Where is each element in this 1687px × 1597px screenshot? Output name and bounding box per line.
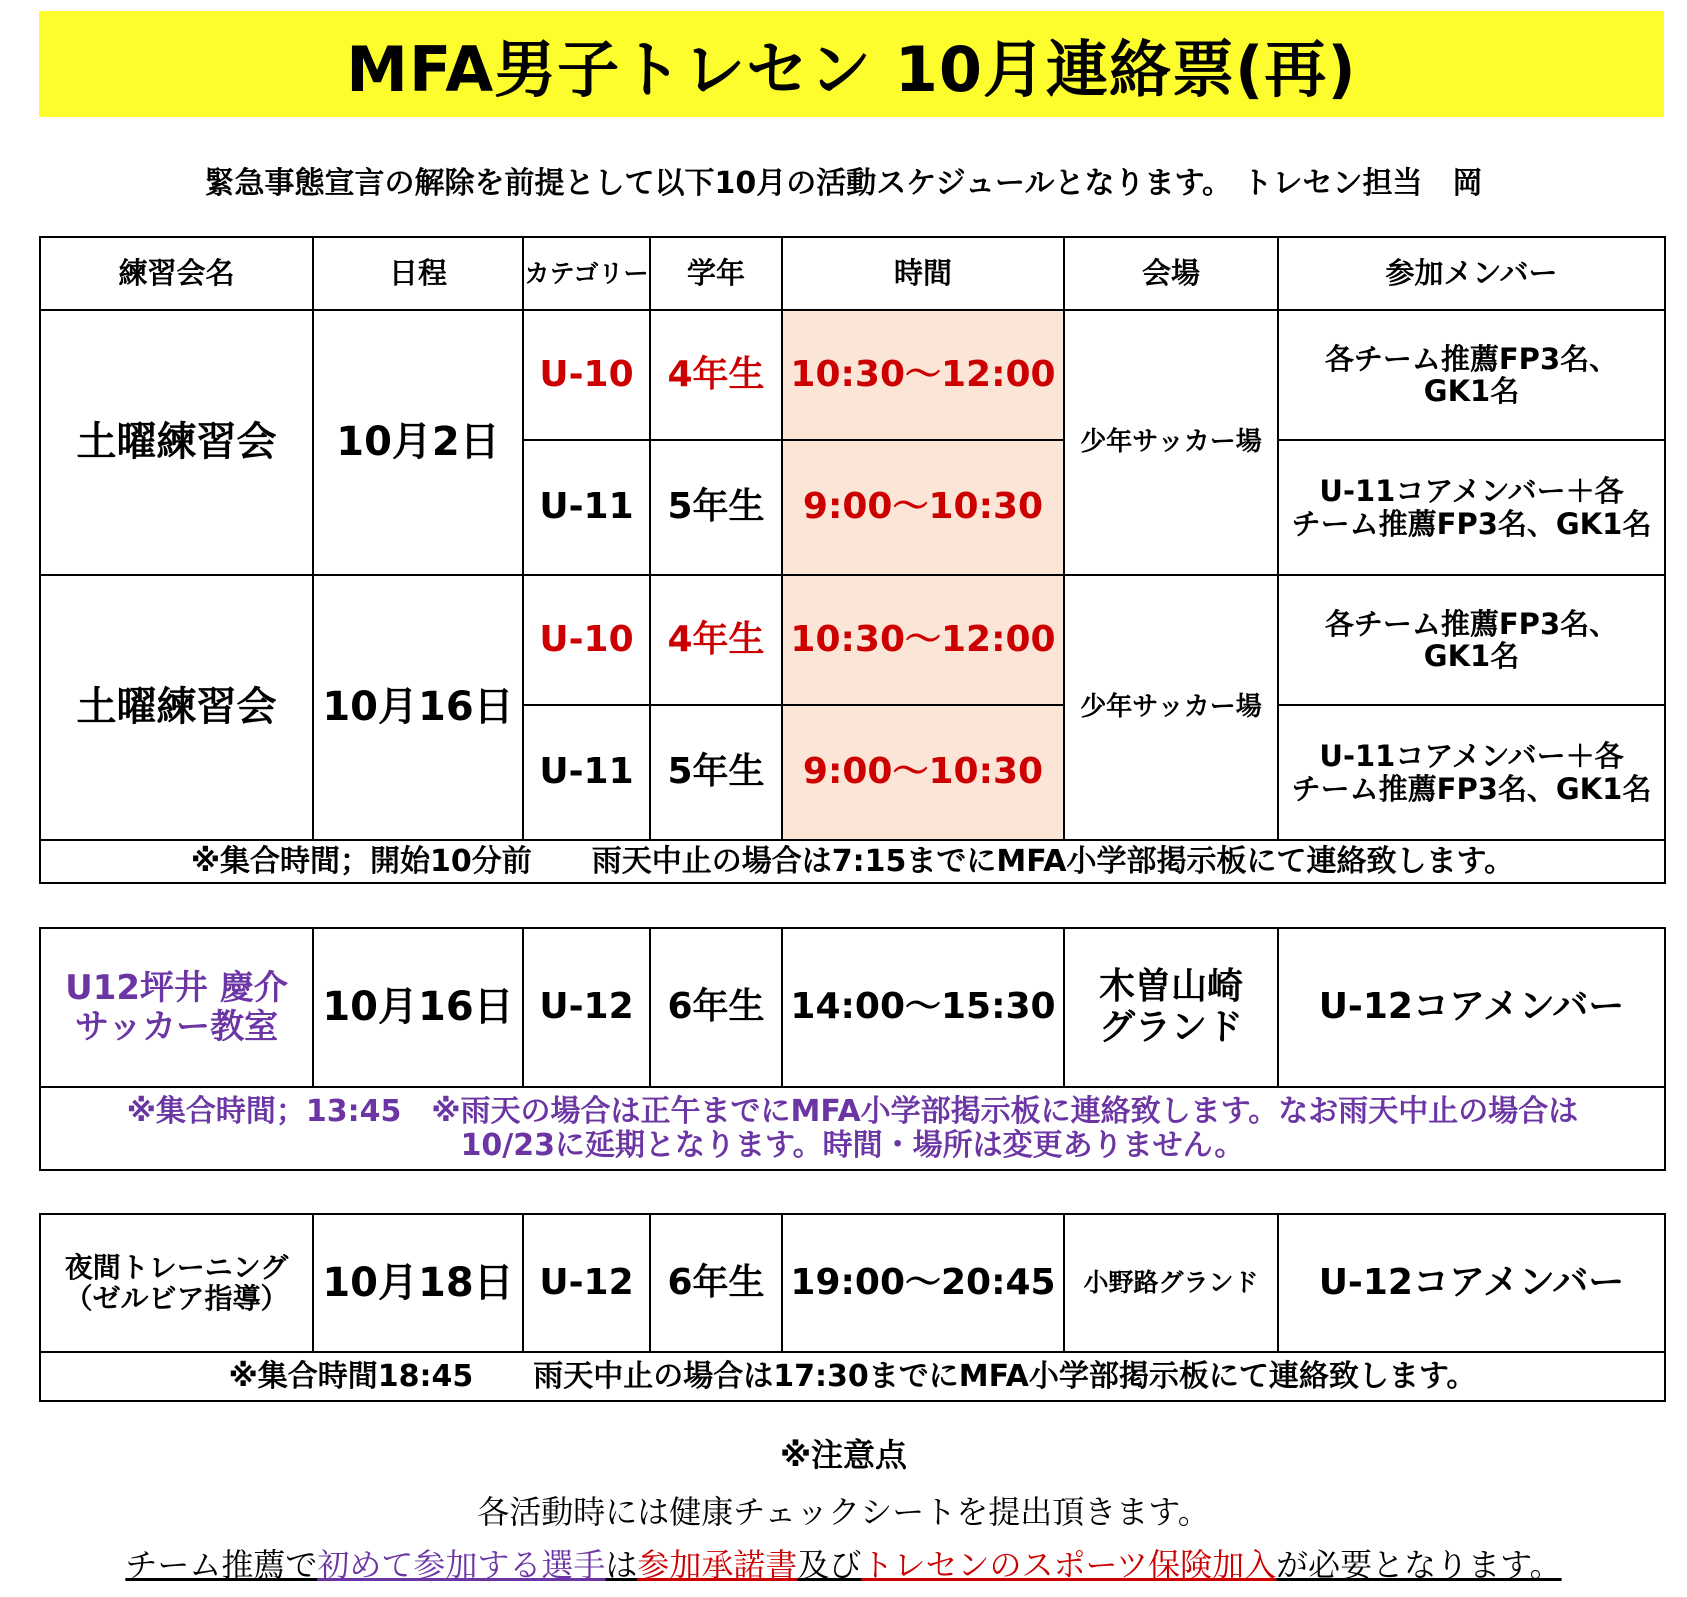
notes-text-highlight: 初めて参加する選手 xyxy=(317,1546,606,1584)
members-line: チーム推薦FP3名、GK1名 xyxy=(1291,771,1652,806)
members xyxy=(1278,575,1665,705)
clinic-name-line: サッカー教室 xyxy=(74,1006,279,1047)
members: U-12コアメンバー xyxy=(1278,928,1665,1087)
table-row xyxy=(40,928,1665,1087)
members xyxy=(1278,310,1665,440)
table-row xyxy=(40,575,1665,705)
session-date: 10月18日 xyxy=(313,1214,523,1352)
category: U-10 xyxy=(523,575,650,705)
notes-text: が必要となります。 xyxy=(1276,1546,1562,1584)
header-cell: 日程 xyxy=(313,237,523,310)
members xyxy=(1278,440,1665,575)
training-name-line: 夜間トレーニング xyxy=(64,1250,289,1284)
notes-text: は xyxy=(605,1546,638,1584)
session-date: 10月16日 xyxy=(313,575,523,840)
members: U-12コアメンバー xyxy=(1278,1214,1665,1352)
venue-line: 木曽山崎 xyxy=(1098,966,1243,1008)
grade: 5年生 xyxy=(650,440,782,575)
members-line: 各チーム推薦FP3名、 xyxy=(1324,606,1619,641)
grade: 6年生 xyxy=(650,1214,782,1352)
header-cell: 練習会名 xyxy=(40,237,313,310)
notes-text-highlight: 参加承諾書 xyxy=(637,1546,798,1584)
venue: 小野路グランド xyxy=(1064,1214,1278,1352)
time: 14:00～15:30 xyxy=(782,928,1064,1087)
training-name-line: （ゼルビア指導） xyxy=(64,1282,289,1315)
table-row xyxy=(40,1214,1665,1352)
note-row xyxy=(40,840,1665,883)
grade: 4年生 xyxy=(650,575,782,705)
category: U-12 xyxy=(523,928,650,1087)
time: 9:00～10:30 xyxy=(782,440,1064,575)
members-line: U-11コアメンバー＋各 xyxy=(1319,474,1624,509)
header-cell: 時間 xyxy=(782,237,1064,310)
night-note: ※集合時間18:45 雨天中止の場合は17:30までにMFA小学部掲示板にて連絡致します。 xyxy=(40,1352,1665,1401)
category: U-10 xyxy=(523,310,650,440)
time: 19:00～20:45 xyxy=(782,1214,1064,1352)
members xyxy=(1278,705,1665,840)
clinic-note xyxy=(40,1087,1665,1170)
training-name xyxy=(40,1214,313,1352)
members-line: GK1名 xyxy=(1423,374,1520,408)
members-line: U-11コアメンバー＋各 xyxy=(1319,739,1624,774)
grade: 4年生 xyxy=(650,310,782,440)
notes-line: 各活動時には健康チェックシートを提出頂きます。 xyxy=(477,1493,1210,1531)
saturday-note: ※集合時間；開始10分前 雨天中止の場合は7:15までにMFA小学部掲示板にて連絡致します。 xyxy=(40,840,1665,883)
session-date: 10月2日 xyxy=(313,310,523,575)
header-row xyxy=(40,237,1665,310)
grade: 5年生 xyxy=(650,705,782,840)
category: U-11 xyxy=(523,440,650,575)
venue xyxy=(1064,928,1278,1087)
time: 10:30～12:00 xyxy=(782,575,1064,705)
subtitle: 緊急事態宣言の解除を前提として以下10月の活動スケジュールとなります。 トレセン担当 岡 xyxy=(204,166,1483,201)
grade: 6年生 xyxy=(650,928,782,1087)
page-title: MFA男子トレセン 10月連絡票(再) xyxy=(346,32,1357,106)
clinic-name-line: U12坪井 慶介 xyxy=(65,968,288,1009)
time: 9:00～10:30 xyxy=(782,705,1064,840)
saturday-schedule-table xyxy=(39,236,1666,884)
category: U-12 xyxy=(523,1214,650,1352)
header-cell: 学年 xyxy=(650,237,782,310)
night-training-table xyxy=(39,1213,1666,1402)
u12-clinic-table xyxy=(39,927,1666,1171)
time: 10:30～12:00 xyxy=(782,310,1064,440)
category: U-11 xyxy=(523,705,650,840)
notes-text: 及び xyxy=(797,1546,862,1584)
clinic-name xyxy=(40,928,313,1087)
members-line: チーム推薦FP3名、GK1名 xyxy=(1291,506,1652,541)
header-cell: 参加メンバー xyxy=(1278,237,1665,310)
notes-heading: ※注意点 xyxy=(779,1436,908,1474)
venue: 少年サッカー場 xyxy=(1064,310,1278,575)
notes-text-highlight: トレセンのスポーツ保険加入 xyxy=(861,1546,1277,1584)
session-name: 土曜練習会 xyxy=(40,575,313,840)
venue: 少年サッカー場 xyxy=(1064,575,1278,840)
title-banner xyxy=(39,11,1664,117)
notes-line-requirements xyxy=(0,1540,1687,1586)
notes-text: チーム推薦で xyxy=(125,1546,318,1584)
members-line: GK1名 xyxy=(1423,639,1520,673)
members-line: 各チーム推薦FP3名、 xyxy=(1324,341,1619,376)
note-row xyxy=(40,1087,1665,1170)
header-cell: 会場 xyxy=(1064,237,1278,310)
session-date: 10月16日 xyxy=(313,928,523,1087)
venue-line: グランド xyxy=(1098,1006,1243,1048)
note-row xyxy=(40,1352,1665,1401)
table-row xyxy=(40,310,1665,440)
session-name: 土曜練習会 xyxy=(40,310,313,575)
clinic-note-line: 10/23に延期となります。時間・場所は変更ありません。 xyxy=(460,1127,1245,1163)
clinic-note-line: ※集合時間；13:45 ※雨天の場合は正午までにMFA小学部掲示板に連絡致します。なお雨天中止の場合は xyxy=(126,1093,1579,1129)
header-cell: カテゴリー xyxy=(523,237,650,310)
